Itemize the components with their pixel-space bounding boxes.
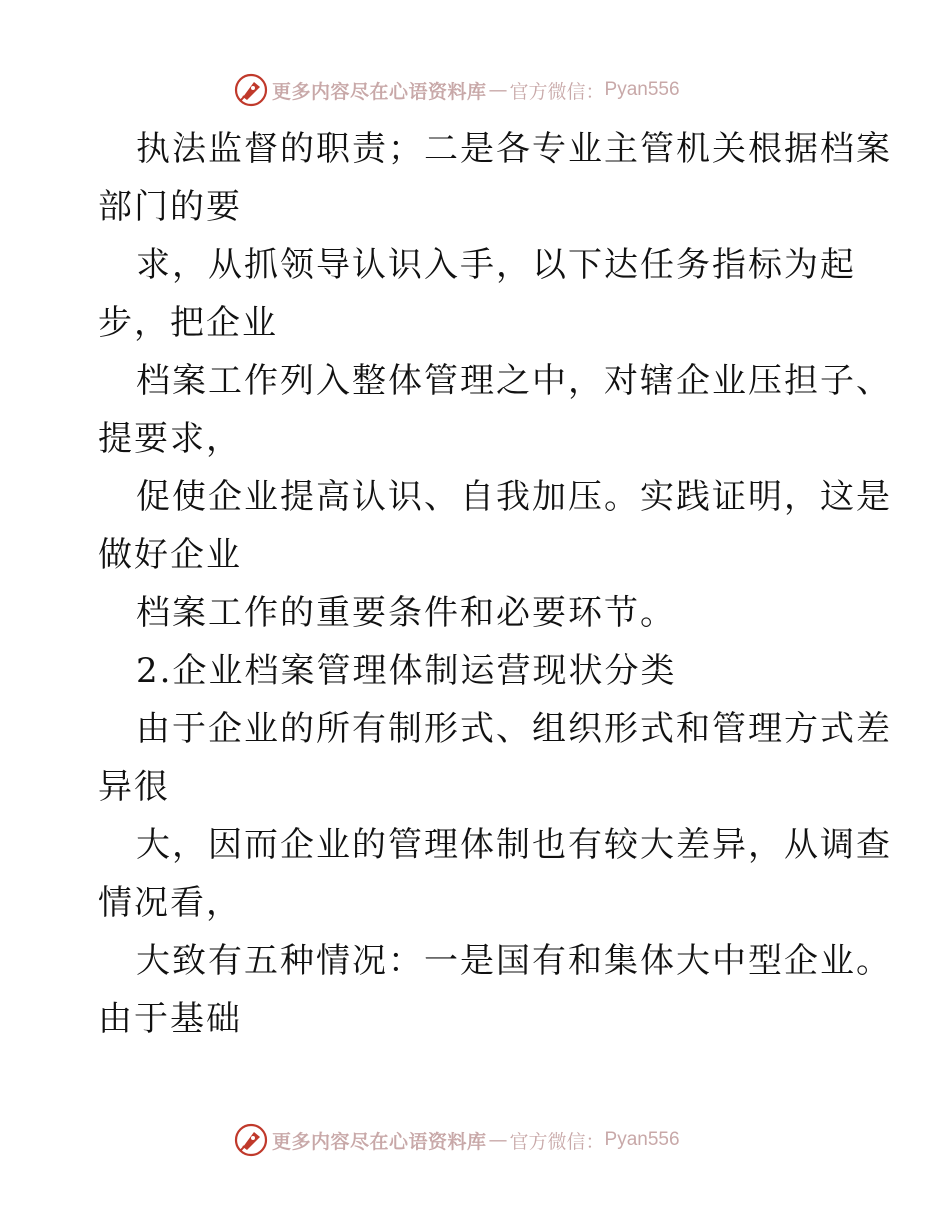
body-line: 由于基础 [98, 999, 242, 1039]
footer-wechat-id: Pyan556 [604, 1129, 680, 1150]
body-line: 情况看， [98, 883, 242, 923]
header-dash: — [488, 79, 508, 101]
body-line: 部门的要 [98, 187, 242, 227]
header-banner [234, 72, 680, 108]
footer-wechat-label: 官方微信： [509, 1130, 605, 1153]
body-line: 求，从抓领导认识入手，以下达任务指标为起 [136, 245, 856, 285]
body-line: 促使企业提高认识、自我加压。实践证明，这是 [136, 477, 892, 517]
section-heading: 2.企业档案管理体制运营现状分类 [136, 651, 677, 691]
body-line: 提要求， [98, 419, 242, 459]
body-line: 大，因而企业的管理体制也有较大差异，从调查 [136, 825, 892, 865]
body-line: 大致有五种情况：一是国有和集体大中型企业。 [136, 941, 892, 981]
body-line: 档案工作列入整体管理之中，对辖企业压担子、 [136, 361, 892, 401]
body-line: 执法监督的职责；二是各专业主管机关根据档案 [136, 129, 892, 169]
body-line: 由于企业的所有制形式、组织形式和管理方式差 [136, 709, 892, 749]
header-slogan: 更多内容尽在心语资料库 [272, 80, 487, 103]
footer-banner [234, 1122, 680, 1158]
footer-slogan: 更多内容尽在心语资料库 [272, 1130, 487, 1153]
pen-nib-logo-icon [234, 73, 268, 107]
header-wechat-label: 官方微信： [509, 80, 605, 103]
pen-nib-logo-icon [234, 1123, 268, 1157]
body-line: 档案工作的重要条件和必要环节。 [136, 593, 676, 633]
body-line: 步，把企业 [98, 303, 278, 343]
body-line: 异很 [98, 767, 170, 807]
document-body [98, 120, 892, 1048]
header-wechat-id: Pyan556 [604, 79, 680, 100]
body-line: 做好企业 [98, 535, 242, 575]
footer-dash: — [488, 1129, 508, 1151]
